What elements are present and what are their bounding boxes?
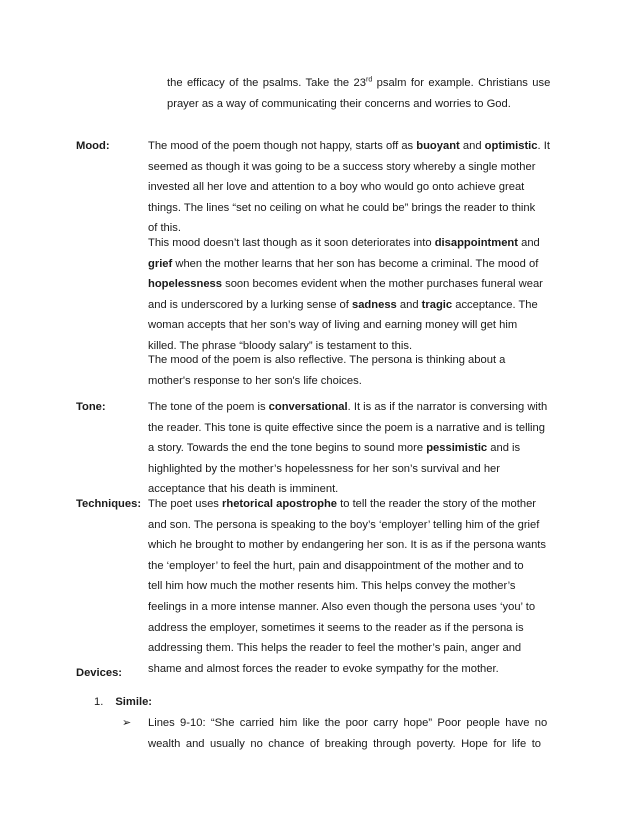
list-number: 1. <box>94 696 104 708</box>
intro-paragraph: the efficacy of the psalms. Take the 23rd psalm for example. Christians use prayer as a way of communicating their concerns and worries to God. <box>167 76 551 110</box>
simile-bullet-text: Lines 9-10: “She carried him like the poor carry hope” Poor people have no wealth and usually no chance of breaking through poverty. Hope for life to <box>148 717 548 750</box>
tone-paragraph: The tone of the poem is conversational. It is as if the narrator is conversing with the reader. This tone is quite effective since the poem is a narrative and is telling a story. Towards the end the tone begins to sound more pessimistic and is highlighted by the mother’s hopelessness for her son’s survival and her acceptance that his death is imminent. <box>148 401 548 496</box>
techniques-label: Techniques: <box>76 498 142 510</box>
mood-paragraph-2: This mood doesn’t last though as it soon deteriorates into disappointment and grief when the mother learns that her son has become a criminal. The mood of hopelessness soon becomes evident when the mother purchases funeral wear and is underscored by a lurking sense of sadness and tragic acceptance. The woman accepts that her son’s way of living and earning money will get him killed. The phrase “bloody salary” is testament to this. <box>148 237 543 352</box>
tone-label: Tone: <box>76 401 106 413</box>
techniques-paragraph: The poet uses rhetorical apostrophe to tell the reader the story of the mother and son. The persona is speaking to the boy’s ‘employer’ telling him of the grief which he brought to mother by endangering her son. It is as if the persona wants the ‘employer’ to feel the hurt, pain and disappointment of the mother and to tell him how much the mother resents him. This helps convey the mother’s feelings in a more intense manner. Also even though the persona uses ‘you’ to address the employer, sometimes it seems to the reader as if the persona is addressing them. This helps the reader to feel the mother’s pain, anger and shame and almost forces the reader to evoke sympathy for the mother. <box>148 498 547 675</box>
mood-paragraph-1: The mood of the poem though not happy, starts off as buoyant and optimistic. It seemed as though it was going to be a success story whereby a single mother invested all her love and attention to a boy who would go onto achieve great things. The lines “set no ceiling on what he could be” brings the reader to think of this. <box>148 140 550 235</box>
simile-list-item <box>94 692 152 713</box>
mood-paragraph-3: The mood of the poem is also reflective. The persona is thinking about a mother's response to her son's life choices. <box>148 354 506 387</box>
mood-label: Mood: <box>76 140 110 152</box>
devices-label: Devices: <box>76 667 123 679</box>
arrow-bullet-icon: ➢ <box>122 717 132 729</box>
simile-heading: Simile: <box>115 696 153 708</box>
